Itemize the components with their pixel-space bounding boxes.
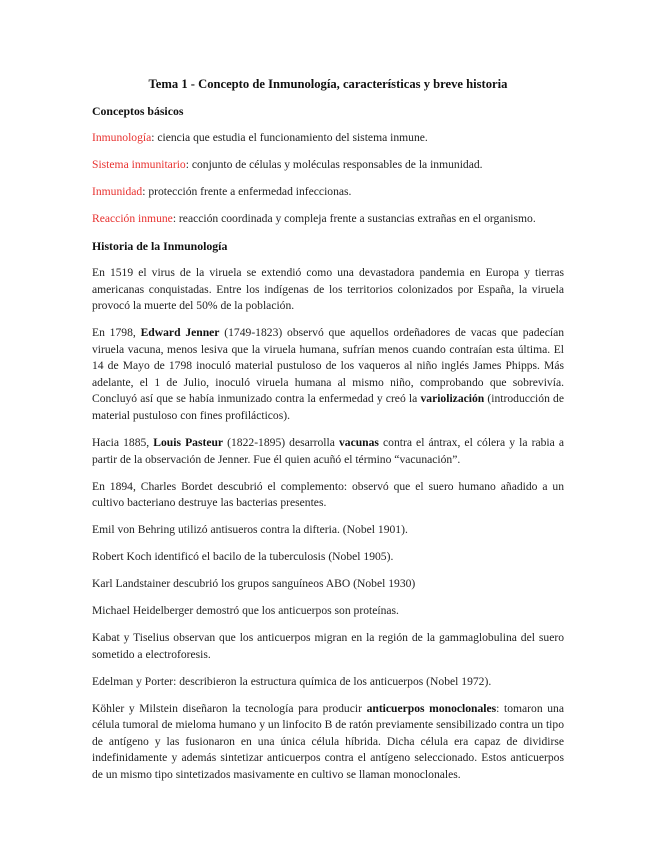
term: Sistema inmunitario: [92, 157, 186, 171]
paragraph-landstainer: Karl Landstainer descubrió los grupos sanguíneos ABO (Nobel 1930): [92, 577, 416, 591]
section-heading-historia: Historia de la Inmunología: [92, 238, 228, 253]
definition-reaccion-inmune: Reacción inmune: reacción coordinada y compleja frente a sustancias extrañas en el organismo.: [92, 211, 536, 225]
definition-sistema-inmunitario: Sistema inmunitario: conjunto de células y moléculas responsables de la inmunidad.: [92, 157, 483, 171]
document-page: [92, 75, 564, 794]
term: Reacción inmune: [92, 211, 173, 225]
paragraph-pasteur: Hacia 1885, Louis Pasteur (1822-1895) desarrolla vacunas contra el ántrax, el cólera y la rabia a partir de la observación de Jenner. Fue él quien acuñó el término “vacunación”.: [92, 436, 564, 466]
paragraph-behring: Emil von Behring utilizó antisueros contra la difteria. (Nobel 1901).: [92, 523, 408, 537]
definition-inmunologia: Inmunología: ciencia que estudia el funcionamiento del sistema inmune.: [92, 130, 428, 144]
paragraph-kabat-tiselius: Kabat y Tiselius observan que los anticuerpos migran en la región de la gammaglobulina del suero sometido a electroforesis.: [92, 631, 564, 661]
paragraph-1519: En 1519 el virus de la viruela se extendió como una devastadora pandemia en Europa y tierras americanas conquistadas. Entre los indígenas de los territorios colonizados por España, la viruela provocó la muerte del 50% de la población.: [92, 265, 564, 313]
definition-inmunidad: Inmunidad: protección frente a enfermedad infeccionas.: [92, 184, 352, 198]
paragraph-heidelberger: Michael Heidelberger demostró que los anticuerpos son proteínas.: [92, 604, 399, 618]
paragraph-koch: Robert Koch identificó el bacilo de la tuberculosis (Nobel 1905).: [92, 550, 394, 564]
term: Inmunidad: [92, 184, 143, 198]
paragraph-edelman-porter: Edelman y Porter: describieron la estructura química de los anticuerpos (Nobel 1972).: [92, 674, 492, 688]
paragraph-bordet: En 1894, Charles Bordet descubrió el complemento: observó que el suero humano añadido a un cultivo bacteriano destruye las bacterias presentes.: [92, 479, 564, 510]
section-heading-conceptos: Conceptos básicos: [92, 104, 184, 118]
paragraph-jenner: En 1798, Edward Jenner (1749-1823) observó que aquellos ordeñadores de vacas que padecían viruela vacuna, menos lesiva que la viruela humana, sufrían menos cuando contraían esta última. El 14 de Mayo de 1798 inoculó material pustuloso de los vaqueros al niño inglés James Phipps. Más adelante, el 1 de Julio, inoculó viruela humana al mismo niño, comprobando que sobrevivía. Concluyó así que se había inmunizado contra la enfermedad y creó la variolización (introducción de material pustuloso con fines profilácticos).: [92, 326, 565, 423]
paragraph-kohler-milstein: Köhler y Milstein diseñaron la tecnología para producir anticuerpos monoclonales: tomaron una célula tumoral de mieloma humano y un linfocito B de ratón previamente sensibilizado contra un tipo de antígeno y las fusionaron en una única célula híbrida. Dicha célula era capaz de dividirse indefinidamente y además sintetizar anticuerpos contra el antígeno seleccionado. Estos anticuerpos de un mismo tipo sintetizados masivamente en cultivo se llaman monoclonales.: [92, 701, 564, 782]
term: Inmunología: [92, 130, 152, 144]
page-title: Tema 1 - Concepto de Inmunología, características y breve historia: [148, 77, 508, 91]
